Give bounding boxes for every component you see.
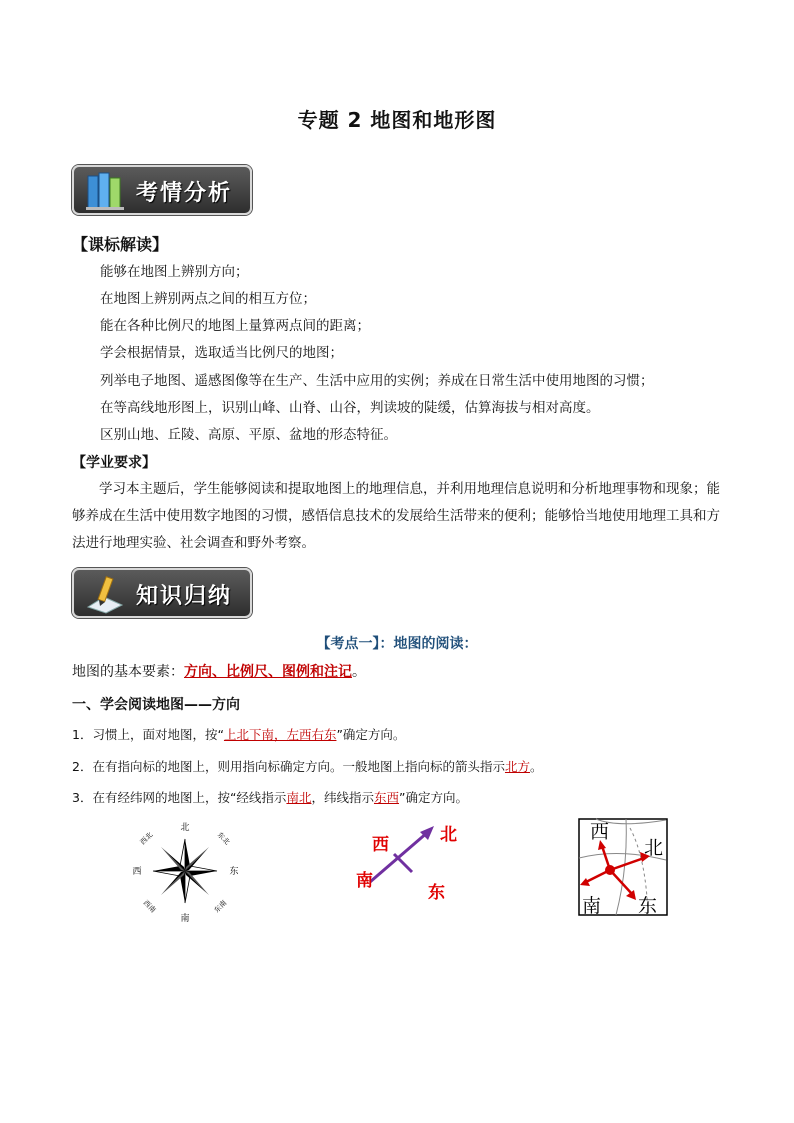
banner-knowledge bbox=[72, 568, 252, 618]
rule-3 bbox=[72, 789, 468, 807]
grid-label-n: 北 bbox=[644, 837, 664, 859]
rule-text: 习惯上，面对地图，按“ bbox=[92, 727, 224, 742]
rule-2 bbox=[72, 758, 543, 776]
rule-text: 在有经纬网的地图上，按“经线指示 bbox=[92, 790, 287, 805]
map-elements-prefix: 地图的基本要素： bbox=[72, 664, 184, 680]
grid-label-s: 南 bbox=[582, 895, 602, 917]
rule-num: 2． bbox=[72, 759, 93, 774]
rule-text: ，纬线指示 bbox=[311, 790, 374, 805]
pen-icon bbox=[84, 573, 128, 615]
arrow-label-n: 北 bbox=[440, 825, 457, 845]
rule-text: ”确定方向。 bbox=[398, 790, 468, 805]
banner-knowledge-label: 知识归纳 bbox=[136, 584, 233, 609]
rule-1 bbox=[72, 726, 405, 744]
map-elements-suffix: 。 bbox=[352, 664, 366, 680]
rule-answer: 东西 bbox=[373, 790, 399, 805]
rule-answer: 北方 bbox=[504, 759, 530, 774]
banner-analysis bbox=[72, 165, 252, 215]
page-title: 专题 2 地图和地形图 bbox=[297, 108, 497, 132]
kebiao-item: 能够在地图上辨别方向； bbox=[100, 264, 249, 280]
rule-answer: 南北 bbox=[286, 790, 312, 805]
kebiao-item: 在等高线地形图上，识别山峰、山脊、山谷，判读坡的陡缓，估算海拔与相对高度。 bbox=[100, 400, 600, 416]
kaodian-rest: ：地图的阅读： bbox=[379, 636, 478, 652]
rule-text: 在有指向标的地图上，则用指向标确定方向。一般地图上指向标的箭头指示 bbox=[92, 759, 505, 774]
graticule-diagram bbox=[578, 818, 670, 918]
arrow-label-s: 南 bbox=[356, 871, 373, 891]
rose-label-nw: 西北 bbox=[138, 830, 155, 847]
rose-label-e: 东 bbox=[229, 867, 239, 877]
rose-label-s: 南 bbox=[180, 914, 190, 924]
kebiao-item: 能在各种比例尺的地图上量算两点间的距离； bbox=[100, 318, 370, 334]
map-elements bbox=[72, 663, 366, 681]
rose-label-se: 东南 bbox=[212, 898, 229, 915]
rule-text: 。 bbox=[529, 759, 543, 774]
rose-label-ne: 东北 bbox=[215, 830, 232, 847]
kebiao-item: 学会根据情景，选取适当比例尺的地图； bbox=[100, 345, 343, 361]
arrow-label-e: 东 bbox=[428, 883, 445, 903]
kebiao-item: 区别山地、丘陵、高原、平原、盆地的形态特征。 bbox=[100, 427, 397, 443]
section1-heading: 一、学会阅读地图——方向 bbox=[72, 697, 240, 713]
kebiao-item: 列举电子地图、遥感图像等在生产、生活中应用的实例；养成在日常生活中使用地图的习惯； bbox=[100, 373, 654, 389]
arrow-label-w: 西 bbox=[372, 835, 389, 855]
rule-num: 1． bbox=[72, 727, 93, 742]
rule-text: ”确定方向。 bbox=[336, 727, 406, 742]
books-icon bbox=[84, 170, 128, 212]
rose-label-w: 西 bbox=[132, 867, 142, 877]
xueye-text: 学习本主题后，学生能够阅读和提取地图上的地理信息，并利用地理信息说明和分析地理事物和现象；能够养成在生活中使用数字地图的习惯，感悟信息技术的发展给生活带来的便利；能够恰当地使用地理工具和方法进行地理实验、社会调查和野外考察。 bbox=[72, 481, 720, 551]
xueye-heading: 【学业要求】 bbox=[72, 455, 156, 471]
rule-answer: 上北下南，左西右东 bbox=[223, 727, 337, 742]
kaodian-heading bbox=[0, 633, 794, 653]
kebiao-heading: 【课标解读】 bbox=[72, 235, 169, 254]
compass-rose bbox=[130, 818, 240, 924]
map-elements-answer: 方向、比例尺、图例和注记 bbox=[184, 664, 352, 680]
rose-label-n: 北 bbox=[180, 823, 190, 833]
banner-analysis-label: 考情分析 bbox=[136, 181, 233, 206]
arrow-crossbar bbox=[394, 854, 412, 872]
kebiao-item: 在地图上辨别两点之间的相互方位； bbox=[100, 291, 316, 307]
grid-label-e: 东 bbox=[638, 895, 658, 917]
kaodian-bracket: 【考点一】 bbox=[316, 636, 380, 652]
grid-label-w: 西 bbox=[590, 821, 610, 843]
rose-label-sw: 西南 bbox=[141, 898, 158, 915]
rule-num: 3． bbox=[72, 790, 93, 805]
